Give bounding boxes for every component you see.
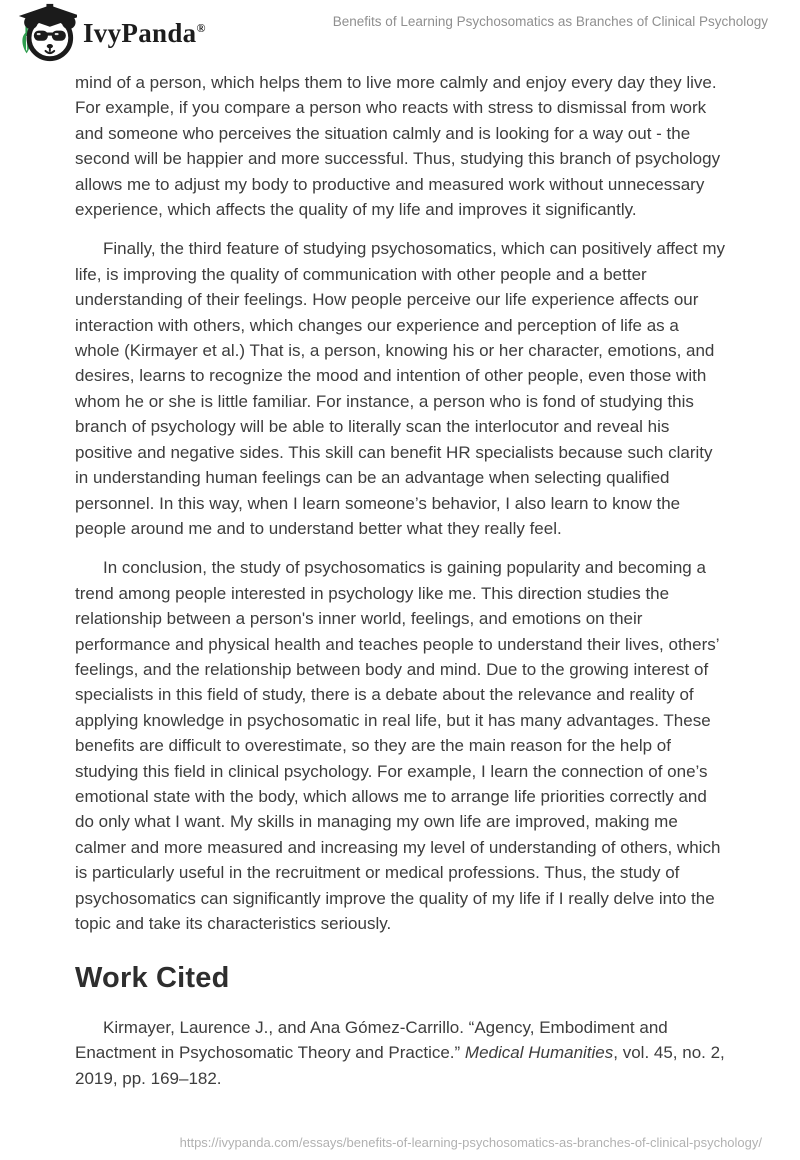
brand-name [83, 18, 206, 49]
ivypanda-panda-icon [13, 3, 77, 63]
citation-journal-title: Medical Humanities [464, 1043, 614, 1063]
essay-paragraph-3: In conclusion, the study of psychosomatics is gaining popularity and becoming a trend among people interested in psychology like me. This direction studies the relationship between a person's inner world, feelings, and emotions on their performance and physical health and teaches people to understand their lives, others’ feelings, and the relationship between body and mind. Due to the growing interest of specialists in this field of study, there is a debate about the relevance and reality of applying knowledge in psychosomatic in real life, but it has many advantages. These benefits are difficult to overestimate, so they are the main reason for the help of studying this field in clinical psychology. For example, I learn the connection of one’s emotional state with the body, which allows me to arrange life priorities correctly and do only what I want. My skills in managing my own life are improved, making me calmer and more measured and increasing my level of understanding of others, which is particularly useful in the recruitment or medical professions. Thus, the study of psychosomatics can significantly improve the quality of my life if I really delve into the topic and take its characteristics seriously. [75, 558, 721, 933]
work-cited-heading: Work Cited [75, 962, 230, 995]
brand-name-text: IvyPanda [83, 17, 197, 48]
registered-mark: ® [196, 20, 206, 35]
citation-text-lead: Kirmayer, Laurence J., and Ana Gómez-Carrillo. “Agency, Embodiment and Enactment in Psychosomatic Theory and Practice.” [75, 1017, 668, 1063]
essay-paragraph-2: Finally, the third feature of studying psychosomatics, which can positively affect my life, is improving the quality of communication with other people and a better understanding of their feelings. How people perceive our life experience affects our interaction with others, which changes our experience and perception of life as a whole (Kirmayer et al.) That is, a person, knowing his or her character, emotions, and desires, learns to recognize the mood and intention of other people, even those with whom he or she is little familiar. For instance, a person who is fond of studying this branch of psychology will be able to literally scan the interlocutor and reveal his positive and negative sides. This skill can benefit HR specialists because such clarity in understanding human feelings can be an advantage when selecting qualified personnel. In this way, when I learn someone’s behavior, I also learn to know the people around me and to understand better what they really feel. [75, 239, 726, 538]
essay-body [75, 70, 727, 1105]
citation-entry [75, 1015, 727, 1091]
ivypanda-logo[interactable] [13, 3, 206, 63]
essay-paragraph-1: mind of a person, which helps them to live more calmly and enjoy every day they live. For example, if you compare a person who reacts with stress to dismissal from work and someone who perceives the situation calmly and is looking for a way out - the second will be happier and more successful. Thus, studying this branch of psychology allows me to adjust my body to productive and measured work without unnecessary experience, which affects the quality of my life and improves it significantly. [75, 73, 721, 220]
source-url-link[interactable]: https://ivypanda.com/essays/benefits-of-learning-psychosomatics-as-branches-of-clinical-psychology/ [179, 1135, 762, 1150]
document-title: Benefits of Learning Psychosomatics as Branches of Clinical Psychology [332, 14, 768, 29]
page-header [0, 0, 800, 66]
page-footer [180, 1135, 762, 1150]
citation-text-tail: , vol. 45, no. 2, 2019, pp. 169–182. [75, 1043, 725, 1088]
